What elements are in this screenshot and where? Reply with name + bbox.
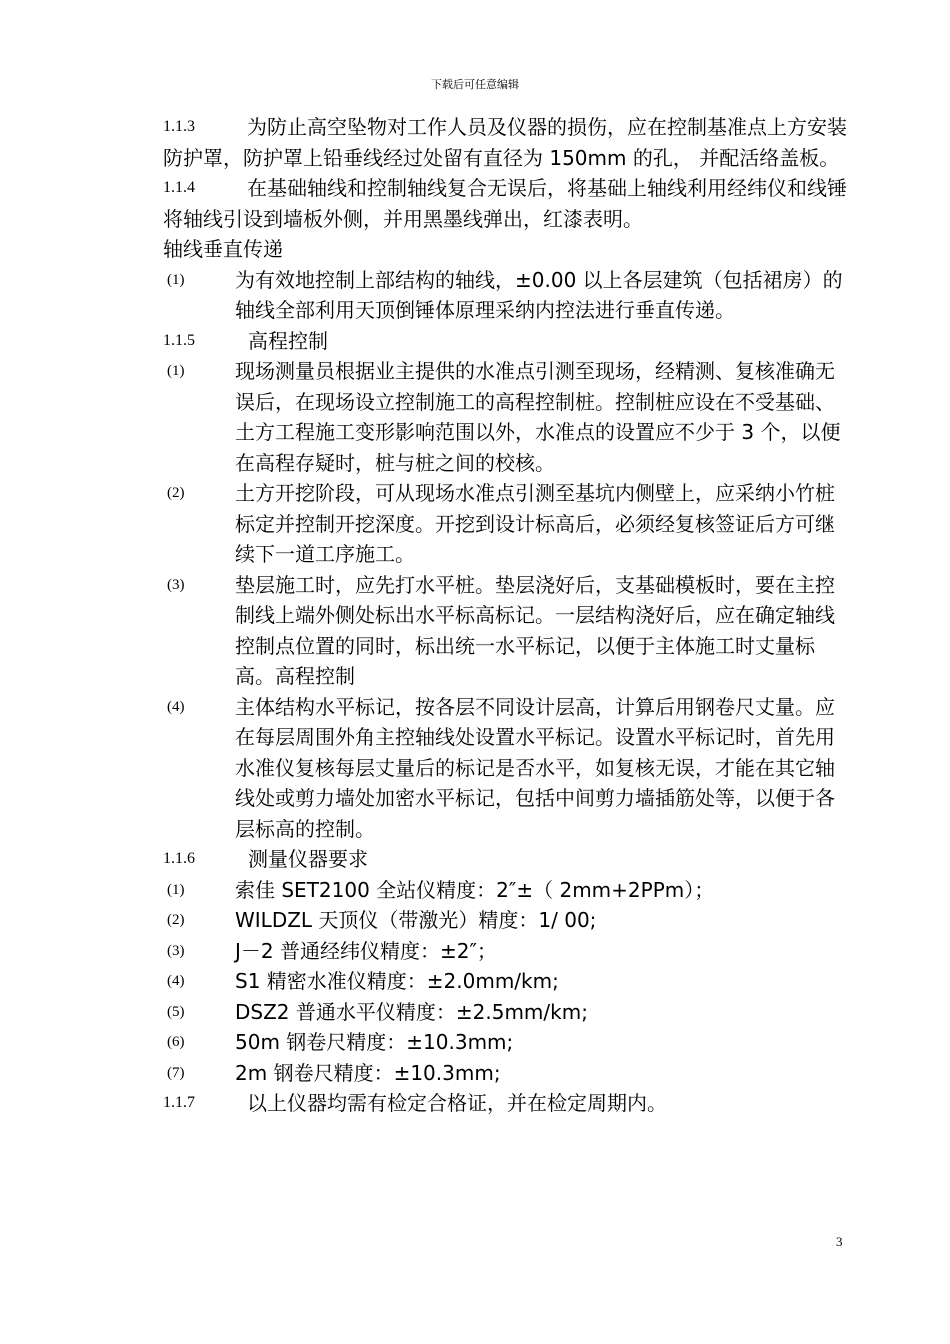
item-marker: (1) [167,271,185,288]
section-title: 高程控制 [248,328,328,353]
page-number: 3 [836,1234,843,1249]
item-marker: (1) [167,881,185,898]
item-text: 现场测量员根据业主提供的水准点引测至现场，经精测、复核准确无误后，在现场设立控制施工的高程控制桩。控制桩应设在不受基础、 土方工程施工变形影响范围以外，水准点的设置应不少于 3 个，以便在高程存疑时，桩与桩之间的校核。 [235,359,841,475]
section-number: 1.1.3 [163,118,195,135]
item-marker: (3) [167,942,185,959]
section-number: 1.1.7 [163,1094,195,1111]
item-text: 土方开挖阶段，可从现场水准点引测至基坑内侧壁上，应采纳小竹桩标定并控制开挖深度。开挖到设计标高后，必须经复核签证后方可继续下一道工序施工。 [235,481,835,566]
list-item [163,997,848,1028]
list-item [163,265,848,326]
item-text: 为有效地控制上部结构的轴线，±0.00 以上各层建筑（包括裙房）的轴线全部利用天顶倒锤体原理采纳内控法进行垂直传递。 [235,267,843,322]
section-1-1-4 [163,173,848,234]
list-item [163,570,848,692]
item-text: S1 精密水准仪精度：±2.0mm/km; [235,969,559,993]
list-item [163,966,848,997]
item-text: 垫层施工时，应先打水平桩。垫层浇好后，支基础模板时，要在主控制线上端外侧处标出水平标高标记。一层结构浇好后，应在确定轴线控制点位置的同时，标出统一水平标记，以便于主体施工时丈量标高。高程控制 [235,572,835,688]
item-marker: (6) [167,1034,185,1050]
item-marker: (2) [167,485,185,501]
item-text: 索佳 SET2100 全站仪精度：2″±（ 2mm+2PPm）； [235,877,715,902]
item-text: 50m 钢卷尺精度：±10.3mm; [235,1030,514,1054]
list-item [163,478,848,570]
section-1-1-7 [163,1088,848,1119]
section-number: 1.1.5 [163,331,195,349]
list-item [163,875,848,906]
list-item [163,1058,848,1089]
list-item [163,692,848,845]
list-item [163,1027,848,1058]
item-marker: (7) [167,1064,185,1081]
section-number: 1.1.4 [163,179,195,196]
list-item [163,936,848,967]
item-text: 2m 钢卷尺精度：±10.3mm; [235,1060,501,1085]
section-1-1-5 [163,326,848,357]
item-marker: (3) [167,576,185,593]
item-marker: (1) [167,363,185,379]
section-1-1-6 [163,844,848,875]
item-text: 主体结构水平标记，按各层不同设计层高，计算后用钢卷尺丈量。应在每层周围外角主控轴线处设置水平标记。设置水平标记时，首先用水准仪复核每层丈量后的标记是否水平，如复核无误，才能在其它轴线处或剪力墙处加密水平标记，包括中间剪力墙插筋处等，以便于各层标高的控制。 [235,694,835,841]
item-marker: (4) [167,973,185,989]
list-item [163,356,848,478]
item-text: WILDZL 天顶仪（带激光）精度：1/ 00; [235,908,597,932]
section-title: 测量仪器要求 [248,847,368,871]
section-number: 1.1.6 [163,850,195,867]
item-marker: (4) [167,698,185,715]
item-marker: (2) [167,912,185,928]
page-header: 下载后可任意编辑 [431,78,519,91]
section-text: 以上仪器均需有检定合格证，并在检定周期内。 [247,1091,667,1115]
section-text: 为防止高空坠物对工作人员及仪器的损伤，应在控制基准点上方安装防护罩，防护罩上铅垂线经过处留有直径为 150mm 的孔， 并配活络盖板。 [163,115,847,170]
item-marker: (5) [167,1003,185,1020]
heading-axis-transfer: 轴线垂直传递 [163,237,283,261]
list-item [163,905,848,936]
section-1-1-3 [163,112,848,173]
item-text: DSZ2 普通水平仪精度：±2.5mm/km; [235,999,588,1024]
item-text: J－2 普通经纬仪精度：±2″； [235,938,497,963]
section-text: 在基础轴线和控制轴线复合无误后，将基础上轴线利用经纬仪和线锤将轴线引设到墙板外侧，并用黑墨线弹出，红漆表明。 [163,176,847,231]
document-body [163,112,848,1119]
